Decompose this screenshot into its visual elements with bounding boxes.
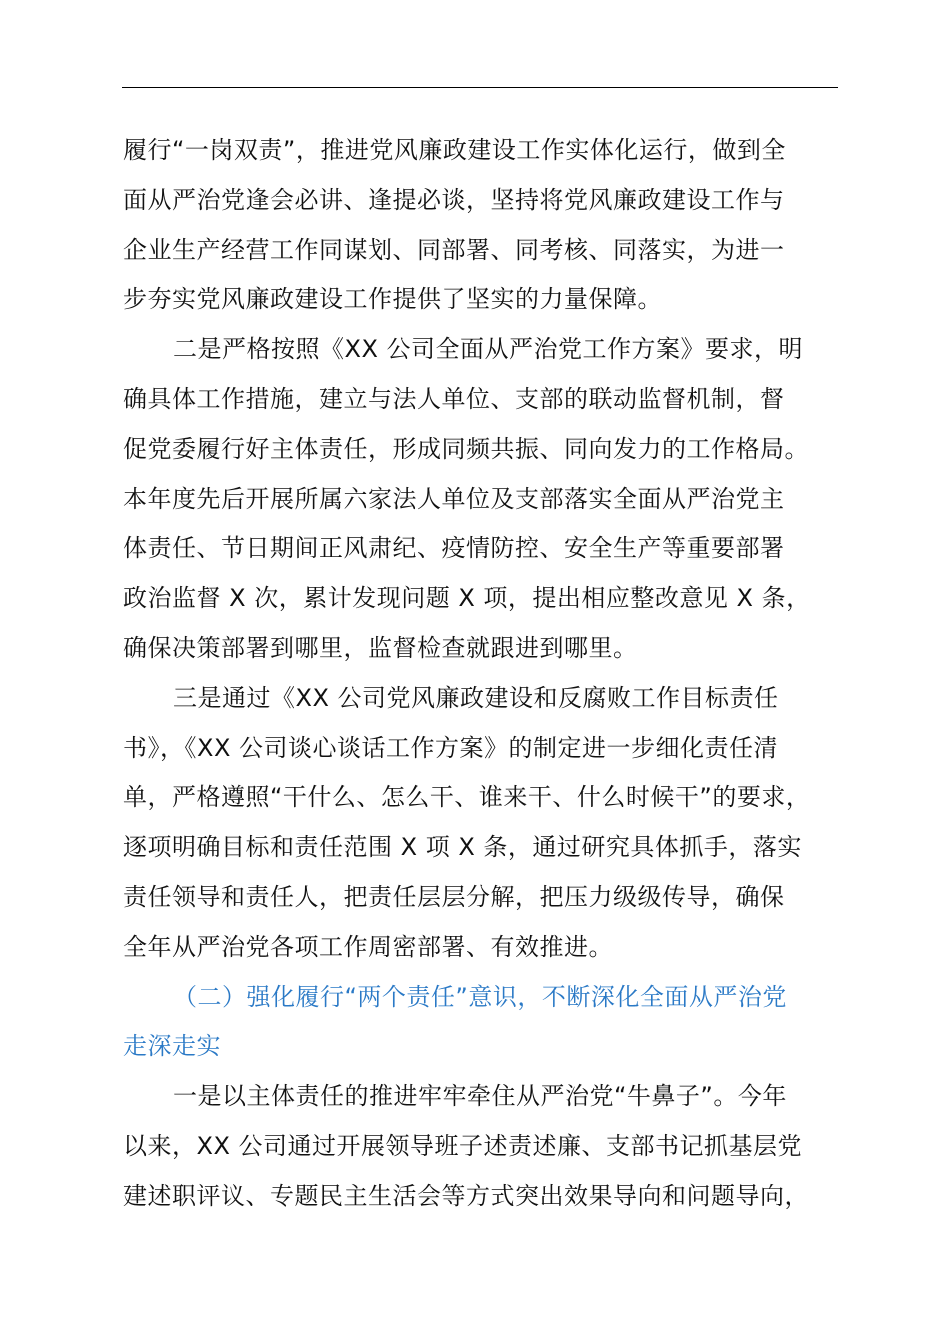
text-line: 单，严格遵照“干什么、怎么干、谁来干、什么时候干”的要求， bbox=[123, 783, 811, 812]
paragraph-start-line: 二是严格按照《XX 公司全面从严治党工作方案》要求，明 bbox=[173, 335, 804, 364]
text-line: 企业生产经营工作同谋划、同部署、同考核、同落实，为进一 bbox=[123, 235, 785, 264]
text-line: 本年度先后开展所属六家法人单位及支部落实全面从严治党主 bbox=[123, 484, 785, 513]
text-line: 体责任、节日期间正风肃纪、疫情防控、安全生产等重要部署 bbox=[123, 534, 785, 563]
text-line: 确具体工作措施，建立与法人单位、支部的联动监督机制，督 bbox=[123, 384, 785, 413]
document-body bbox=[123, 126, 839, 1222]
text-line: 政治监督 X 次，累计发现问题 X 项，提出相应整改意见 X 条， bbox=[123, 584, 811, 613]
text-line: 书》，《XX 公司谈心谈话工作方案》的制定进一步细化责任清 bbox=[123, 733, 779, 762]
text-line: 逐项明确目标和责任范围 X 项 X 条，通过研究具体抓手，落实 bbox=[123, 833, 802, 862]
text-line: 责任领导和责任人，把责任层层分解，把压力级级传导，确保 bbox=[123, 882, 785, 911]
text-line: 步夯实党风廉政建设工作提供了坚实的力量保障。 bbox=[123, 285, 662, 314]
header-rule bbox=[122, 87, 838, 88]
paragraph-start-line: 三是通过《XX 公司党风廉政建设和反腐败工作目标责任 bbox=[173, 683, 779, 712]
section-heading-continued: 走深走实 bbox=[123, 1032, 221, 1061]
section-heading: （二）强化履行“两个责任”意识，不断深化全面从严治党 bbox=[173, 982, 787, 1011]
text-line: 面从严治党逢会必讲、逢提必谈，坚持将党风廉政建设工作与 bbox=[123, 185, 785, 214]
text-line: 促党委履行好主体责任，形成同频共振、同向发力的工作格局。 bbox=[123, 434, 809, 463]
text-line: 确保决策部署到哪里，监督检查就跟进到哪里。 bbox=[123, 633, 638, 662]
text-line: 建述职评议、专题民主生活会等方式突出效果导向和问题导向， bbox=[123, 1181, 809, 1210]
text-line: 以来，XX 公司通过开展领导班子述责述廉、支部书记抓基层党 bbox=[123, 1131, 803, 1160]
text-line: 全年从严治党各项工作周密部署、有效推进。 bbox=[123, 932, 613, 961]
paragraph-start-line: 一是以主体责任的推进牢牢牵住从严治党“牛鼻子”。今年 bbox=[173, 1082, 787, 1111]
text-line: 履行“一岗双责”，推进党风廉政建设工作实体化运行，做到全 bbox=[123, 136, 786, 164]
